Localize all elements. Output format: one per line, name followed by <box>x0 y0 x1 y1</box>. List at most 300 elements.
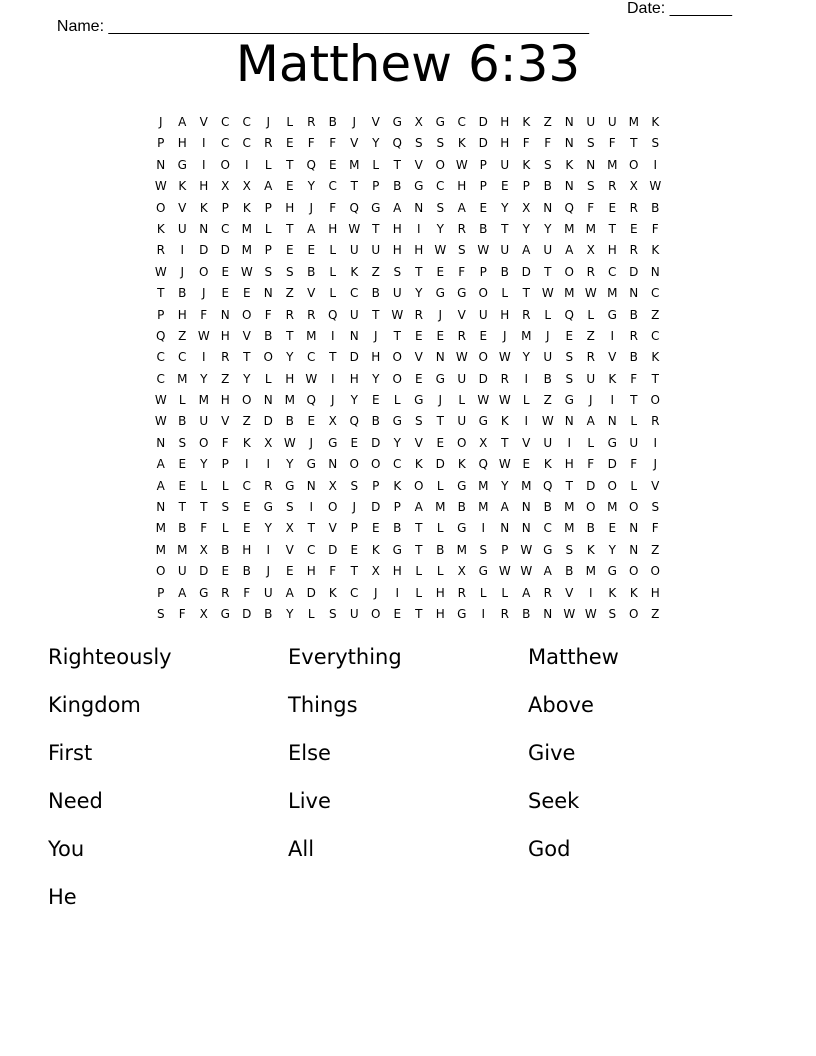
word-list-item: First <box>48 741 93 765</box>
grid-letter: W <box>477 393 490 408</box>
grid-letter: M <box>284 393 295 408</box>
grid-letter: M <box>306 328 317 343</box>
word-list <box>48 640 768 928</box>
grid-letter: Q <box>349 200 359 215</box>
grid-letter: T <box>200 500 208 515</box>
grid-letter: D <box>306 585 316 600</box>
grid-letter: V <box>199 115 208 129</box>
grid-letter: U <box>500 243 510 258</box>
grid-letter: N <box>349 328 359 343</box>
grid-letter: V <box>371 115 380 129</box>
grid-row <box>150 497 666 518</box>
grid-letter: O <box>414 478 424 493</box>
grid-letter: D <box>629 264 639 279</box>
grid-letter: V <box>414 157 423 172</box>
grid-letter: E <box>307 243 316 258</box>
grid-letter: E <box>479 200 488 215</box>
grid-letter: M <box>435 500 446 515</box>
grid-letter: M <box>478 478 489 493</box>
grid-letter: C <box>242 478 251 493</box>
grid-letter: C <box>328 179 337 194</box>
grid-letter: P <box>522 179 530 194</box>
grid-letter: E <box>285 243 294 258</box>
grid-letter: W <box>455 350 468 365</box>
grid-letter: B <box>479 221 488 236</box>
grid-letter: F <box>630 457 638 472</box>
grid-letter: N <box>220 307 230 322</box>
grid-letter: B <box>543 371 552 386</box>
grid-row <box>150 133 666 154</box>
grid-letter: R <box>264 136 273 151</box>
grid-letter: T <box>286 328 294 343</box>
grid-letter: F <box>608 136 616 151</box>
grid-letter: B <box>178 414 187 429</box>
grid-letter: G <box>220 606 230 621</box>
grid-letter: U <box>177 221 187 236</box>
grid-letter: K <box>328 585 337 600</box>
grid-letter: Z <box>178 328 187 343</box>
grid-letter: I <box>180 243 185 258</box>
grid-letter: E <box>522 457 531 472</box>
grid-letter: A <box>264 179 273 194</box>
grid-letter: E <box>371 393 380 408</box>
grid-letter: H <box>650 585 660 600</box>
grid-letter: Y <box>200 371 208 386</box>
grid-letter: I <box>266 542 271 557</box>
grid-letter: G <box>435 371 445 386</box>
grid-letter: L <box>415 564 423 579</box>
name-field-label[interactable]: Name: ______________________________________________________ <box>56 18 589 35</box>
grid-letter: O <box>242 393 252 408</box>
grid-letter: J <box>373 328 378 343</box>
grid-letter: O <box>371 457 381 472</box>
grid-letter: S <box>565 542 574 557</box>
grid-letter: G <box>435 115 445 129</box>
grid-letter: Y <box>286 606 294 621</box>
grid-letter: N <box>199 221 209 236</box>
grid-letter: W <box>498 393 511 408</box>
grid-letter: G <box>392 115 402 129</box>
grid-letter: P <box>221 457 229 472</box>
grid-letter: G <box>306 457 316 472</box>
grid-letter: C <box>221 136 230 151</box>
grid-letter: B <box>264 328 273 343</box>
grid-letter: T <box>307 521 315 536</box>
grid-letter: Y <box>307 179 315 194</box>
grid-letter: G <box>543 542 553 557</box>
grid-letter: T <box>350 564 358 579</box>
grid-letter: E <box>371 521 380 536</box>
grid-letter: P <box>501 542 509 557</box>
date-field-label[interactable]: Date: _______ <box>627 0 732 17</box>
grid-letter: N <box>564 115 574 129</box>
grid-letter: V <box>242 328 251 343</box>
grid-letter: L <box>630 478 638 493</box>
grid-letter: M <box>155 521 166 536</box>
grid-letter: U <box>263 585 273 600</box>
grid-letter: O <box>392 371 402 386</box>
grid-letter: M <box>564 286 575 301</box>
grid-letter: U <box>500 157 510 172</box>
grid-letter: V <box>608 350 617 365</box>
grid-letter: J <box>438 307 443 322</box>
grid-letter: S <box>414 414 423 429</box>
grid-letter: S <box>436 136 445 151</box>
grid-letter: A <box>285 585 294 600</box>
grid-letter: I <box>266 457 271 472</box>
grid-letter: R <box>522 307 531 322</box>
grid-letter: N <box>263 393 273 408</box>
grid-letter: J <box>438 393 443 408</box>
grid-letter: T <box>651 371 659 386</box>
grid-letter: P <box>157 136 165 151</box>
grid-letter: I <box>588 585 593 600</box>
grid-letter: W <box>391 307 404 322</box>
grid-letter: R <box>457 328 466 343</box>
grid-row <box>150 561 666 582</box>
grid-letter: R <box>629 328 638 343</box>
grid-letter: Y <box>436 221 444 236</box>
grid-letter: A <box>543 564 552 579</box>
grid-letter: E <box>242 286 251 301</box>
grid-letter: U <box>349 606 359 621</box>
word-list-item: Need <box>48 789 103 813</box>
grid-letter: H <box>285 200 295 215</box>
grid-letter: U <box>349 243 359 258</box>
grid-letter: F <box>544 136 552 151</box>
grid-letter: H <box>220 393 230 408</box>
grid-letter: O <box>650 393 660 408</box>
grid-row <box>150 262 666 283</box>
grid-letter: N <box>543 606 553 621</box>
grid-letter: V <box>651 478 660 493</box>
grid-letter: Q <box>478 457 488 472</box>
grid-row <box>150 283 666 304</box>
grid-letter: J <box>180 264 185 279</box>
grid-letter: G <box>177 157 187 172</box>
grid-letter: R <box>221 350 230 365</box>
grid-letter: L <box>372 157 380 172</box>
grid-letter: X <box>199 606 208 621</box>
grid-letter: V <box>522 435 531 450</box>
grid-letter: A <box>500 500 509 515</box>
grid-letter: X <box>414 115 423 129</box>
grid-letter: D <box>199 243 209 258</box>
grid-letter: T <box>501 435 509 450</box>
grid-letter: O <box>457 435 467 450</box>
grid-letter: J <box>330 393 335 408</box>
grid-letter: O <box>629 500 639 515</box>
grid-letter: L <box>501 585 509 600</box>
grid-letter: T <box>565 478 573 493</box>
grid-letter: Z <box>651 606 660 621</box>
grid-letter: V <box>285 542 294 557</box>
grid-letter: C <box>457 115 466 129</box>
grid-letter: C <box>393 457 402 472</box>
header-line <box>48 0 748 35</box>
grid-letter: Y <box>415 286 423 301</box>
grid-letter: R <box>500 371 509 386</box>
grid-letter: E <box>178 478 187 493</box>
grid-letter: W <box>541 286 554 301</box>
grid-letter: H <box>500 115 510 129</box>
grid-letter: V <box>414 435 423 450</box>
grid-letter: T <box>372 307 380 322</box>
grid-letter: R <box>156 243 165 258</box>
grid-letter: D <box>478 115 488 129</box>
grid-letter: P <box>157 585 165 600</box>
grid-letter: Y <box>200 457 208 472</box>
grid-letter: O <box>607 478 617 493</box>
grid-letter: K <box>565 157 574 172</box>
grid-letter: D <box>199 564 209 579</box>
grid-letter: I <box>610 393 615 408</box>
grid-row <box>150 305 666 326</box>
grid-letter: B <box>393 521 402 536</box>
grid-letter: T <box>415 264 423 279</box>
grid-letter: I <box>309 500 314 515</box>
grid-letter: S <box>393 264 402 279</box>
grid-letter: J <box>502 328 507 343</box>
grid-letter: C <box>543 521 552 536</box>
grid-letter: X <box>199 542 208 557</box>
grid-letter: P <box>264 200 272 215</box>
grid-letter: B <box>393 179 402 194</box>
grid-letter: I <box>201 136 206 151</box>
grid-letter: S <box>264 264 273 279</box>
grid-row <box>150 176 666 197</box>
grid-letter: D <box>371 500 381 515</box>
grid-letter: C <box>608 264 617 279</box>
grid-letter: O <box>629 564 639 579</box>
grid-letter: F <box>458 264 466 279</box>
grid-letter: Y <box>372 371 380 386</box>
grid-letter: M <box>241 221 252 236</box>
grid-letter: U <box>586 371 596 386</box>
grid-letter: N <box>586 157 596 172</box>
grid-letter: E <box>608 200 617 215</box>
grid-letter: Y <box>522 221 530 236</box>
grid-letter: E <box>221 286 230 301</box>
grid-letter: T <box>286 221 294 236</box>
grid-letter: D <box>521 264 531 279</box>
grid-letter: S <box>436 200 445 215</box>
grid-letter: D <box>220 243 230 258</box>
grid-letter: E <box>565 328 574 343</box>
grid-letter: O <box>435 157 445 172</box>
grid-letter: R <box>307 307 316 322</box>
grid-letter: N <box>521 500 531 515</box>
grid-letter: W <box>498 457 511 472</box>
grid-letter: G <box>392 542 402 557</box>
grid-letter: G <box>478 564 488 579</box>
grid-letter: X <box>629 179 638 194</box>
grid-letter: L <box>329 264 337 279</box>
grid-letter: A <box>522 243 531 258</box>
grid-letter: L <box>264 157 272 172</box>
grid-letter: T <box>415 542 423 557</box>
grid-row <box>150 240 666 261</box>
grid-letter: H <box>564 457 574 472</box>
grid-letter: C <box>350 286 359 301</box>
grid-letter: K <box>608 585 617 600</box>
grid-letter: L <box>458 393 466 408</box>
grid-letter: I <box>201 157 206 172</box>
grid-letter: H <box>435 606 445 621</box>
grid-letter: C <box>651 286 660 301</box>
grid-letter: L <box>200 478 208 493</box>
grid-letter: K <box>651 115 660 129</box>
grid-letter: N <box>306 478 316 493</box>
grid-letter: J <box>201 286 206 301</box>
grid-letter: F <box>178 606 186 621</box>
grid-letter: D <box>586 478 596 493</box>
grid-letter: A <box>414 500 423 515</box>
grid-letter: B <box>371 286 380 301</box>
grid-letter: V <box>307 286 316 301</box>
grid-letter: B <box>500 264 509 279</box>
grid-letter: M <box>521 328 532 343</box>
grid-letter: G <box>607 307 617 322</box>
grid-letter: M <box>155 542 166 557</box>
grid-letter: E <box>350 435 359 450</box>
grid-letter: W <box>477 243 490 258</box>
grid-letter: L <box>307 606 315 621</box>
grid-letter: I <box>244 457 249 472</box>
grid-letter: X <box>285 521 294 536</box>
grid-letter: K <box>156 221 165 236</box>
grid-letter: W <box>434 243 447 258</box>
grid-row <box>150 326 666 347</box>
grid-letter: J <box>158 115 163 129</box>
grid-row <box>150 219 666 240</box>
grid-letter: C <box>178 350 187 365</box>
grid-letter: K <box>651 243 660 258</box>
grid-letter: G <box>199 585 209 600</box>
grid-letter: I <box>653 435 658 450</box>
grid-letter: R <box>285 307 294 322</box>
grid-letter: U <box>478 307 488 322</box>
grid-letter: G <box>414 393 424 408</box>
grid-letter: B <box>285 414 294 429</box>
grid-letter: B <box>307 264 316 279</box>
word-list-item: Kingdom <box>48 693 141 717</box>
word-list-item: All <box>288 837 315 861</box>
grid-letter: E <box>178 457 187 472</box>
grid-letter: Q <box>564 200 574 215</box>
grid-letter: M <box>607 286 618 301</box>
grid-letter: U <box>607 115 617 129</box>
grid-letter: F <box>329 136 337 151</box>
grid-letter: S <box>651 500 660 515</box>
grid-letter: S <box>285 500 294 515</box>
grid-letter: T <box>415 521 423 536</box>
grid-letter: V <box>328 521 337 536</box>
grid-letter: H <box>177 307 187 322</box>
grid-letter: B <box>522 606 531 621</box>
grid-letter: H <box>457 179 467 194</box>
grid-row <box>150 347 666 368</box>
grid-letter: L <box>286 115 294 129</box>
grid-letter: K <box>629 585 638 600</box>
grid-letter: E <box>285 564 294 579</box>
grid-letter: S <box>285 264 294 279</box>
grid-letter: I <box>481 521 486 536</box>
grid-letter: N <box>263 286 273 301</box>
grid-letter: I <box>330 371 335 386</box>
grid-letter: B <box>264 606 273 621</box>
word-list-item: Give <box>528 741 576 765</box>
grid-letter: S <box>608 606 617 621</box>
grid-letter: T <box>243 350 251 365</box>
grid-letter: O <box>156 564 166 579</box>
grid-letter: L <box>393 393 401 408</box>
grid-letter: V <box>414 350 423 365</box>
grid-letter: H <box>500 136 510 151</box>
grid-letter: S <box>565 350 574 365</box>
grid-letter: Q <box>306 157 316 172</box>
grid-letter: S <box>414 136 423 151</box>
grid-letter: I <box>395 585 400 600</box>
grid-letter: C <box>221 115 230 129</box>
grid-letter: Y <box>501 478 509 493</box>
grid-letter: C <box>651 328 660 343</box>
grid-letter: K <box>414 457 423 472</box>
grid-letter: M <box>349 157 360 172</box>
grid-letter: B <box>543 500 552 515</box>
grid-letter: R <box>608 179 617 194</box>
grid-letter: R <box>457 585 466 600</box>
grid-letter: B <box>436 542 445 557</box>
grid-letter: R <box>414 307 423 322</box>
grid-letter: Z <box>651 307 660 322</box>
grid-letter: B <box>178 521 187 536</box>
grid-letter: Z <box>543 115 552 129</box>
grid-letter: L <box>587 307 595 322</box>
grid-letter: E <box>500 179 509 194</box>
grid-letter: O <box>586 500 596 515</box>
grid-letter: Y <box>501 200 509 215</box>
grid-letter: T <box>415 606 423 621</box>
grid-letter: V <box>457 307 466 322</box>
grid-letter: Q <box>306 393 316 408</box>
grid-letter: I <box>524 371 529 386</box>
grid-letter: O <box>156 200 166 215</box>
grid-letter: V <box>178 200 187 215</box>
grid-letter: E <box>479 328 488 343</box>
grid-letter: O <box>263 350 273 365</box>
grid-letter: H <box>285 371 295 386</box>
grid-letter: E <box>629 221 638 236</box>
grid-letter: F <box>264 307 272 322</box>
grid-letter: U <box>629 435 639 450</box>
grid-letter: Z <box>221 371 230 386</box>
grid-letter: Z <box>371 264 380 279</box>
grid-letter: N <box>629 286 639 301</box>
grid-letter: M <box>241 243 252 258</box>
grid-letter: T <box>436 414 444 429</box>
grid-letter: S <box>586 136 595 151</box>
grid-letter: H <box>414 243 424 258</box>
grid-letter: B <box>457 500 466 515</box>
grid-letter: Y <box>544 221 552 236</box>
grid-letter: G <box>328 435 338 450</box>
grid-letter: O <box>349 457 359 472</box>
grid-letter: K <box>651 350 660 365</box>
grid-letter: C <box>307 350 316 365</box>
grid-letter: L <box>587 435 595 450</box>
grid-letter: I <box>653 157 658 172</box>
